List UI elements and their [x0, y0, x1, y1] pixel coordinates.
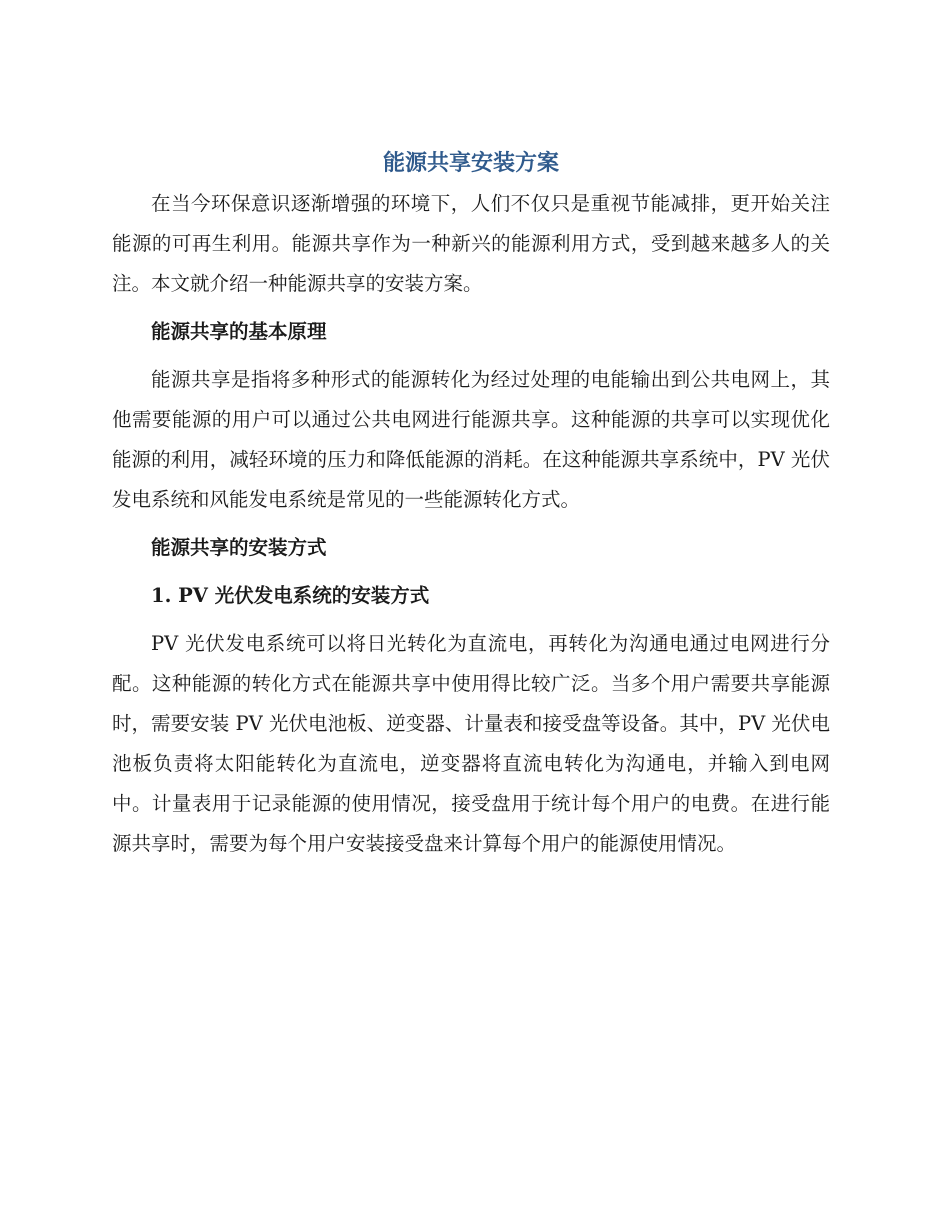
document-page [112, 148, 830, 864]
intro-paragraph: 在当今环保意识逐渐增强的环境下，人们不仅只是重视节能减排，更开始关注能源的可再生利用。能源共享作为一种新兴的能源利用方式，受到越来越多人的关注。本文就介绍一种能源共享的安装方案。 [112, 192, 830, 295]
section-heading-principle: 能源共享的基本原理 [151, 320, 327, 343]
section-heading-installation: 能源共享的安装方式 [151, 536, 327, 559]
principle-paragraph: 能源共享是指将多种形式的能源转化为经过处理的电能输出到公共电网上，其他需要能源的用户可以通过公共电网进行能源共享。这种能源的共享可以实现优化能源的利用，减轻环境的压力和降低能源的消耗。在这种能源共享系统中，PV 光伏发电系统和风能发电系统是常见的一些能源转化方式。 [112, 368, 830, 511]
document-title: 能源共享安装方案 [382, 151, 559, 176]
pv-paragraph: PV 光伏发电系统可以将日光转化为直流电，再转化为沟通电通过电网进行分配。这种能源的转化方式在能源共享中使用得比较广泛。当多个用户需要共享能源时，需要安装 PV 光伏电池板、逆变器、计量表和接受盘等设备。其中，PV 光伏电池板负责将太阳能转化为直流电，逆变器将直流电转化为沟通电，并输入到电网中。计量表用于记录能源的使用情况，接受盘用于统计每个用户的电费。在进行能源共享时，需要为每个用户安装接受盘来计算每个用户的能源使用情况。 [112, 632, 830, 855]
subsection-heading-pv: 1. PV 光伏发电系统的安装方式 [151, 584, 430, 607]
